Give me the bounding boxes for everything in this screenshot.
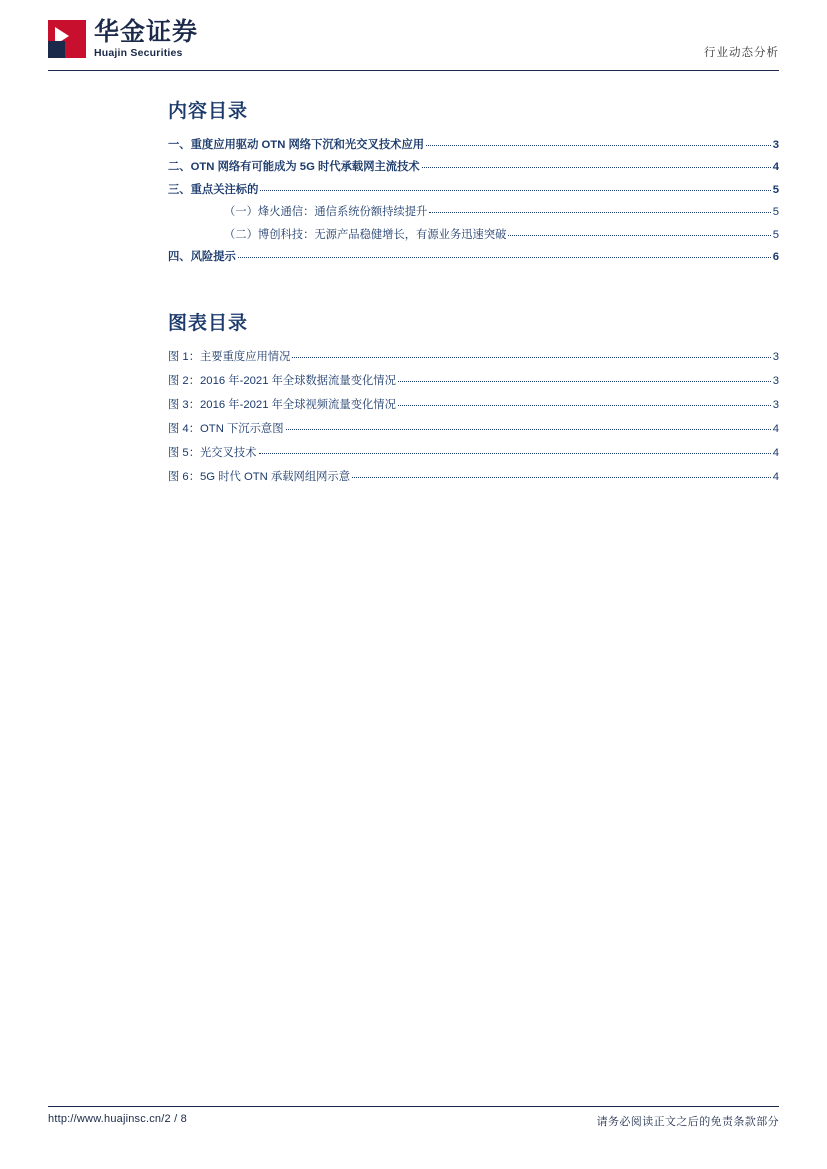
logo-chinese-name: 华金证券 [94, 19, 199, 46]
figure-item-page: 3 [772, 399, 779, 411]
toc-item-page: 3 [772, 139, 779, 151]
toc-item-4[interactable] [168, 249, 779, 266]
footer-url[interactable]: http://www.huajinsc.cn/ [48, 1113, 165, 1125]
figure-item-page: 3 [772, 375, 779, 388]
figure-item-6[interactable] [168, 469, 779, 486]
figure-item-page: 3 [772, 351, 779, 364]
figure-item-label: 图 3：2016 年-2021 年全球视频流量变化情况 [168, 399, 396, 411]
footer-page-indicator: 2 / 8 [164, 1113, 187, 1125]
toc-item-page: 4 [772, 161, 779, 174]
figure-list-heading: 图表目录 [168, 313, 249, 335]
toc-item-2[interactable] [168, 159, 779, 176]
footer-divider [48, 1106, 779, 1107]
brand-logo [48, 20, 198, 59]
toc-item-1[interactable] [168, 137, 779, 154]
figure-leader-dots [352, 468, 771, 478]
page-header [48, 20, 779, 70]
figure-leader-dots [292, 348, 770, 358]
figure-leader-dots [398, 372, 771, 382]
figure-item-page: 4 [772, 470, 779, 483]
figure-item-label: 图 6：5G 时代 OTN 承载网组网示意 [168, 470, 351, 483]
figure-item-label: 图 5：光交叉技术 [168, 446, 257, 459]
figure-leader-dots [259, 444, 771, 454]
page-footer [48, 1113, 779, 1129]
toc-leader-dots [429, 203, 770, 213]
figure-item-4[interactable] [168, 421, 779, 438]
toc-leader-dots [508, 226, 770, 236]
toc-item-page: 6 [772, 251, 779, 264]
toc-item-label: （一）烽火通信：通信系统份额持续提升 [224, 206, 428, 219]
toc-leader-dots [238, 248, 771, 258]
toc-item-3-2[interactable] [168, 227, 779, 244]
toc-list [168, 137, 779, 266]
toc-item-page: 5 [772, 206, 779, 219]
toc-item-label: 一、重度应用驱动 OTN 网络下沉和光交叉技术应用 [168, 139, 425, 151]
toc-item-label: 四、风险提示 [168, 251, 236, 264]
figure-item-3[interactable] [168, 397, 779, 414]
figure-leader-dots [286, 420, 771, 430]
header-divider [48, 70, 779, 71]
footer-disclaimer: 请务必阅读正文之后的免责条款部分 [596, 1116, 779, 1128]
figure-item-page: 4 [772, 446, 779, 459]
figure-item-1[interactable] [168, 349, 779, 366]
toc-leader-dots [422, 158, 771, 168]
toc-item-label: 二、OTN 网络有可能成为 5G 时代承载网主流技术 [168, 161, 420, 174]
logo-text [94, 20, 198, 59]
toc-leader-dots [260, 181, 770, 191]
toc-item-label: （二）博创科技：无源产品稳健增长，有源业务迅速突破 [224, 228, 507, 241]
toc-item-page: 5 [772, 183, 779, 196]
figure-item-page: 4 [772, 422, 779, 435]
document-type-label: 行业动态分析 [704, 47, 779, 59]
figure-item-label: 图 2：2016 年-2021 年全球数据流量变化情况 [168, 375, 396, 388]
toc-item-label: 三、重点关注标的 [168, 183, 259, 196]
toc-item-page: 5 [772, 228, 779, 241]
toc-leader-dots [426, 136, 771, 146]
footer-url-and-page [48, 1113, 187, 1129]
toc-item-3-1[interactable] [168, 204, 779, 221]
logo-english-name: Huajin Securities [94, 47, 183, 59]
figure-item-label: 图 1：主要重度应用情况 [168, 351, 291, 364]
page-content [168, 96, 779, 493]
figure-list [168, 349, 779, 486]
figure-leader-dots [398, 396, 771, 406]
logo-mark-icon [48, 20, 86, 58]
figure-item-2[interactable] [168, 373, 779, 390]
figure-item-5[interactable] [168, 445, 779, 462]
toc-heading: 内容目录 [168, 101, 249, 122]
toc-item-3[interactable] [168, 182, 779, 199]
figure-item-label: 图 4：OTN 下沉示意图 [168, 422, 284, 435]
